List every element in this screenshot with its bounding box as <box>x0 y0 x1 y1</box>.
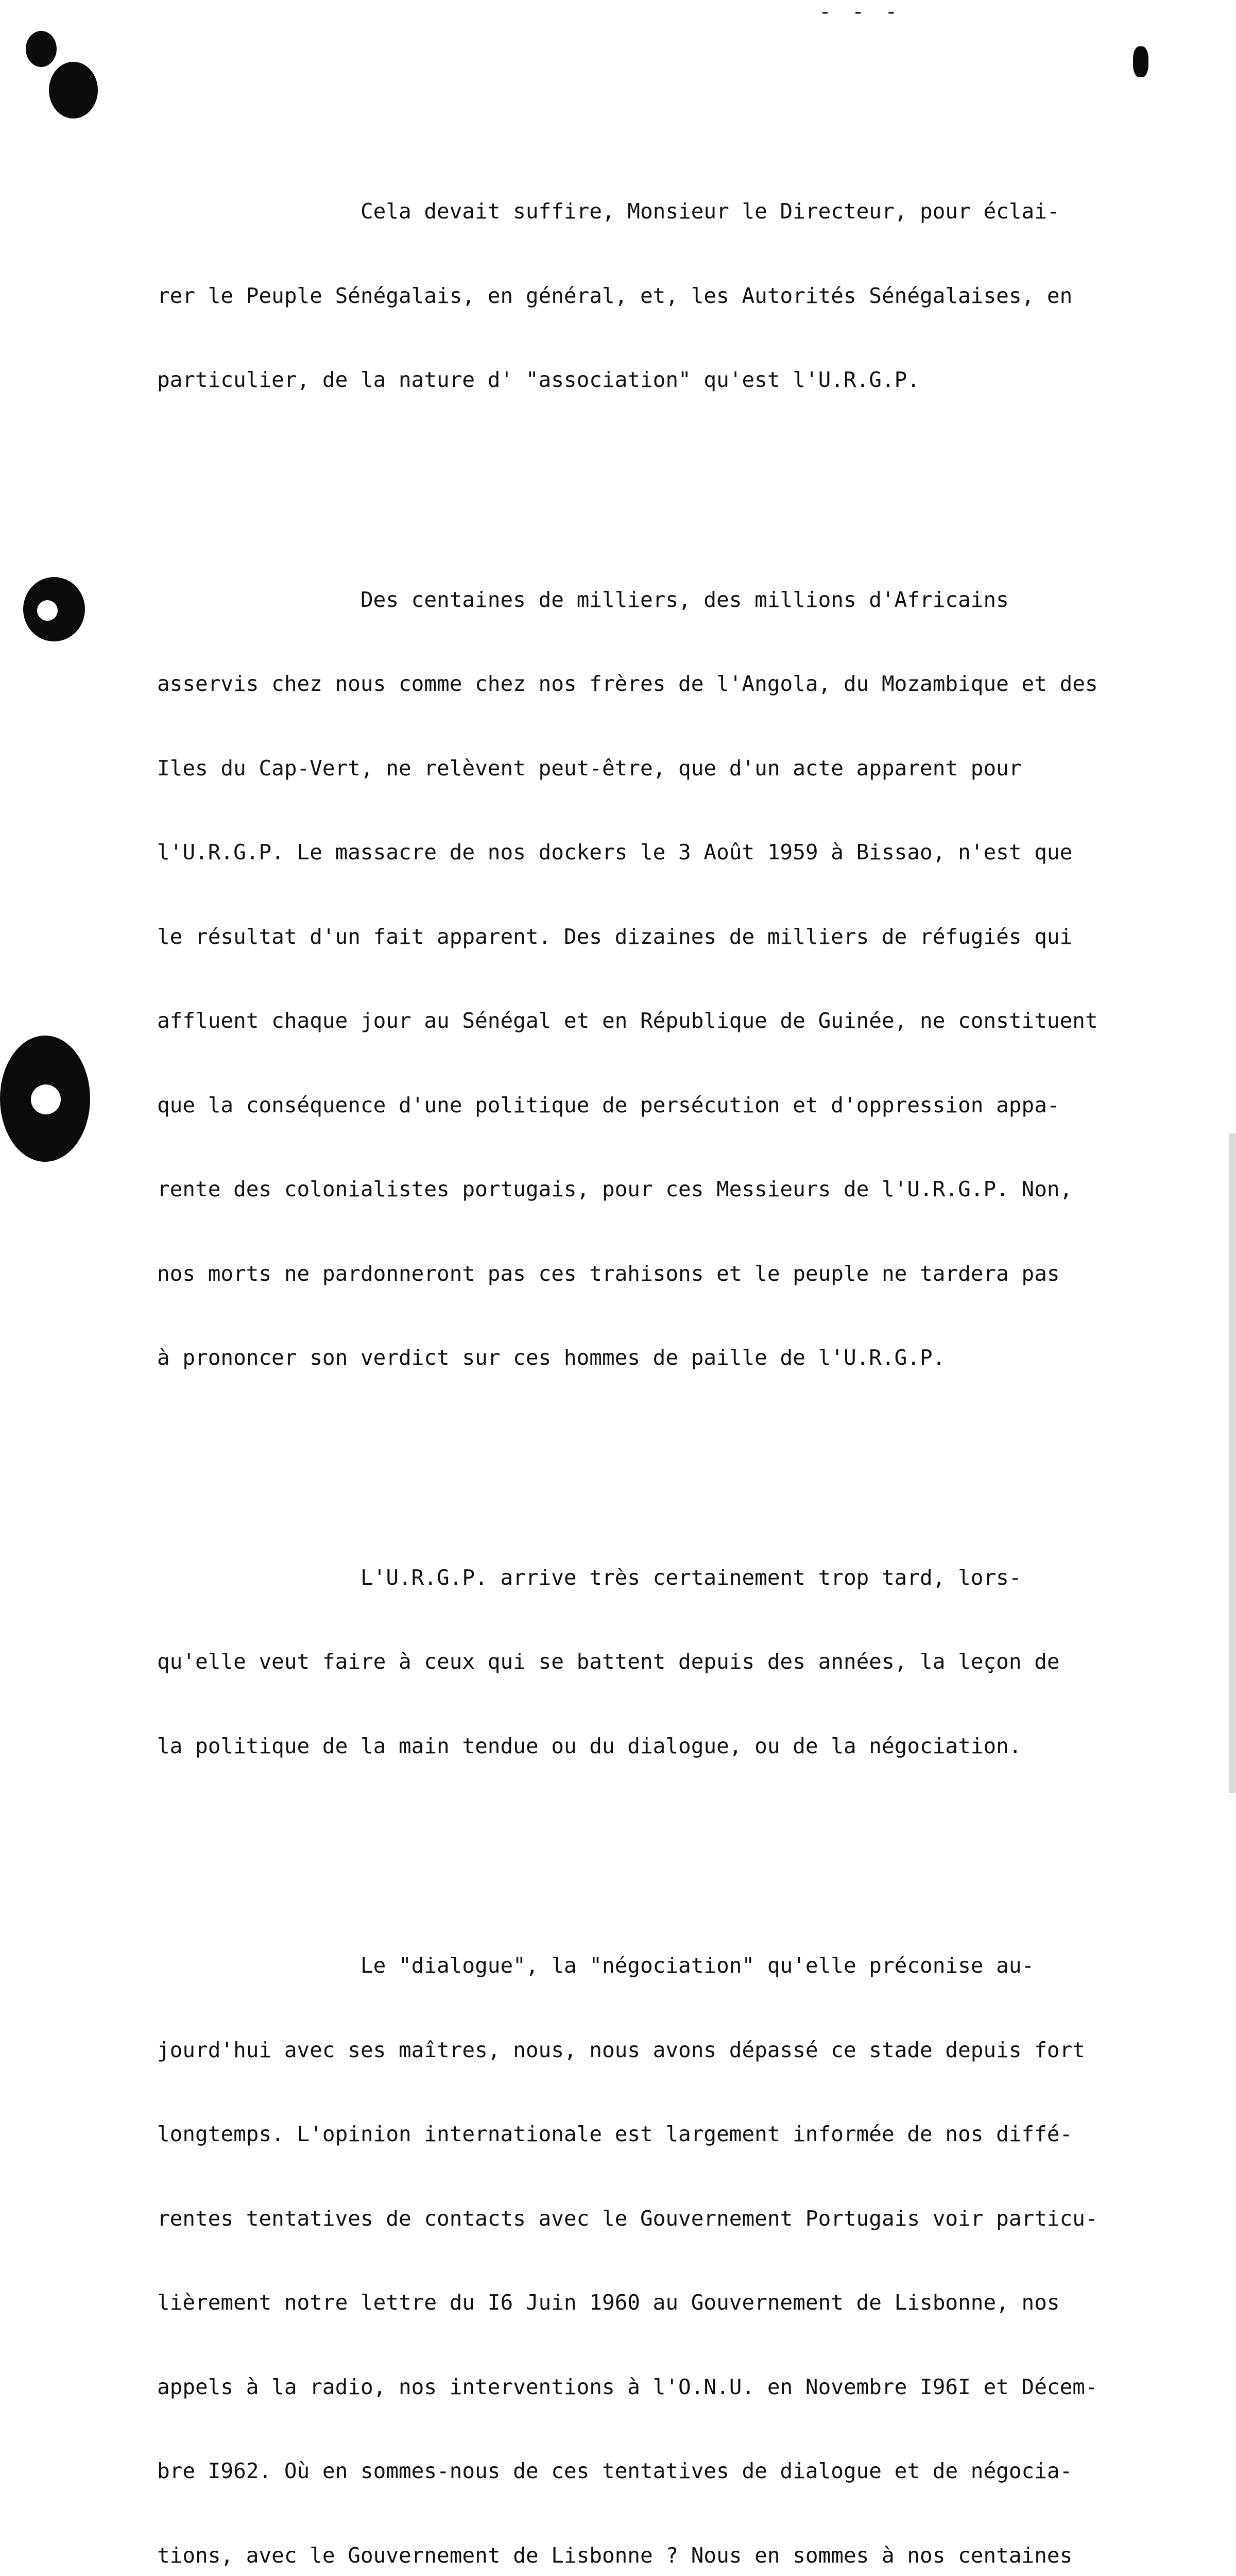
text-line: qu'elle veut faire à ceux qui se battent depuis des années, la leçon de <box>157 1649 1060 1674</box>
ink-blot-lower-hole <box>31 1084 61 1114</box>
text-line: l'U.R.G.P. Le massacre de nos dockers le 3 Août 1959 à Bissao, n'est que <box>157 840 1073 865</box>
text-line: Le "dialogue", la "négociation" qu'elle préconise au- <box>157 1953 1035 1978</box>
text-line: nos morts ne pardonneront pas ces trahisons et le peuple ne tardera pas <box>157 1261 1060 1286</box>
page-marker: - - - <box>819 0 902 24</box>
text-line: asservis chez nous comme chez nos frères de l'Angola, du Mozambique et des <box>157 671 1098 696</box>
paragraph-1 <box>157 141 1192 450</box>
paragraph-2 <box>157 530 1192 1428</box>
text-line: Des centaines de milliers, des millions d'Africains <box>157 587 1009 612</box>
text-line: longtemps. L'opinion internationale est largement informée de nos diffé- <box>157 2122 1073 2146</box>
text-line: rente des colonialistes portugais, pour ces Messieurs de l'U.R.G.P. Non, <box>157 1177 1073 1201</box>
text-line: bre I962. Où en sommes-nous de ces tentatives de dialogue et de négocia- <box>157 2459 1073 2483</box>
text-line: Cela devait suffire, Monsieur le Directeur, pour éclai- <box>157 199 1060 224</box>
text-line: rentes tentatives de contacts avec le Gouvernement Portugais voir particu- <box>157 2206 1098 2231</box>
text-line: que la conséquence d'une politique de persécution et d'oppression appa- <box>157 1092 1060 1117</box>
paragraph-4 <box>157 1895 1192 2576</box>
paragraph-3 <box>157 1507 1192 1817</box>
text-line: la politique de la main tendue ou du dialogue, ou de la négociation. <box>157 1733 1022 1758</box>
text-line: L'U.R.G.P. arrive très certainement trop tard, lors- <box>157 1565 1022 1590</box>
text-line: Iles du Cap-Vert, ne relèvent peut-être, que d'un acte apparent pour <box>157 755 1022 781</box>
text-line: particulier, de la nature d' "association" qu'est l'U.R.G.P. <box>157 367 920 392</box>
scan-edge-noise <box>1229 1133 1236 1793</box>
letter-body <box>157 85 1192 2576</box>
ink-blot-top <box>26 31 57 67</box>
ink-blot-top-large <box>49 62 98 118</box>
text-line: tions, avec le Gouvernement de Lisbonne ? Nous en sommes à nos centaines <box>157 2543 1073 2568</box>
ink-speck-top-right <box>1133 46 1148 77</box>
text-line: lièrement notre lettre du I6 Juin 1960 au Gouvernement de Lisbonne, nos <box>157 2290 1060 2315</box>
text-line: affluent chaque jour au Sénégal et en République de Guinée, ne constituent <box>157 1008 1098 1033</box>
ink-blot-middle-hole <box>37 600 58 621</box>
text-line: le résultat d'un fait apparent. Des dizaines de milliers de réfugiés qui <box>157 924 1073 949</box>
text-line: appels à la radio, nos interventions à l'O.N.U. en Novembre I96I et Décem- <box>157 2374 1098 2399</box>
text-line: rer le Peuple Sénégalais, en général, et, les Autorités Sénégalaises, en <box>157 283 1073 308</box>
text-line: jourd'hui avec ses maîtres, nous, nous avons dépassé ce stade depuis fort <box>157 2037 1085 2062</box>
text-line: à prononcer son verdict sur ces hommes de paille de l'U.R.G.P. <box>157 1345 946 1370</box>
